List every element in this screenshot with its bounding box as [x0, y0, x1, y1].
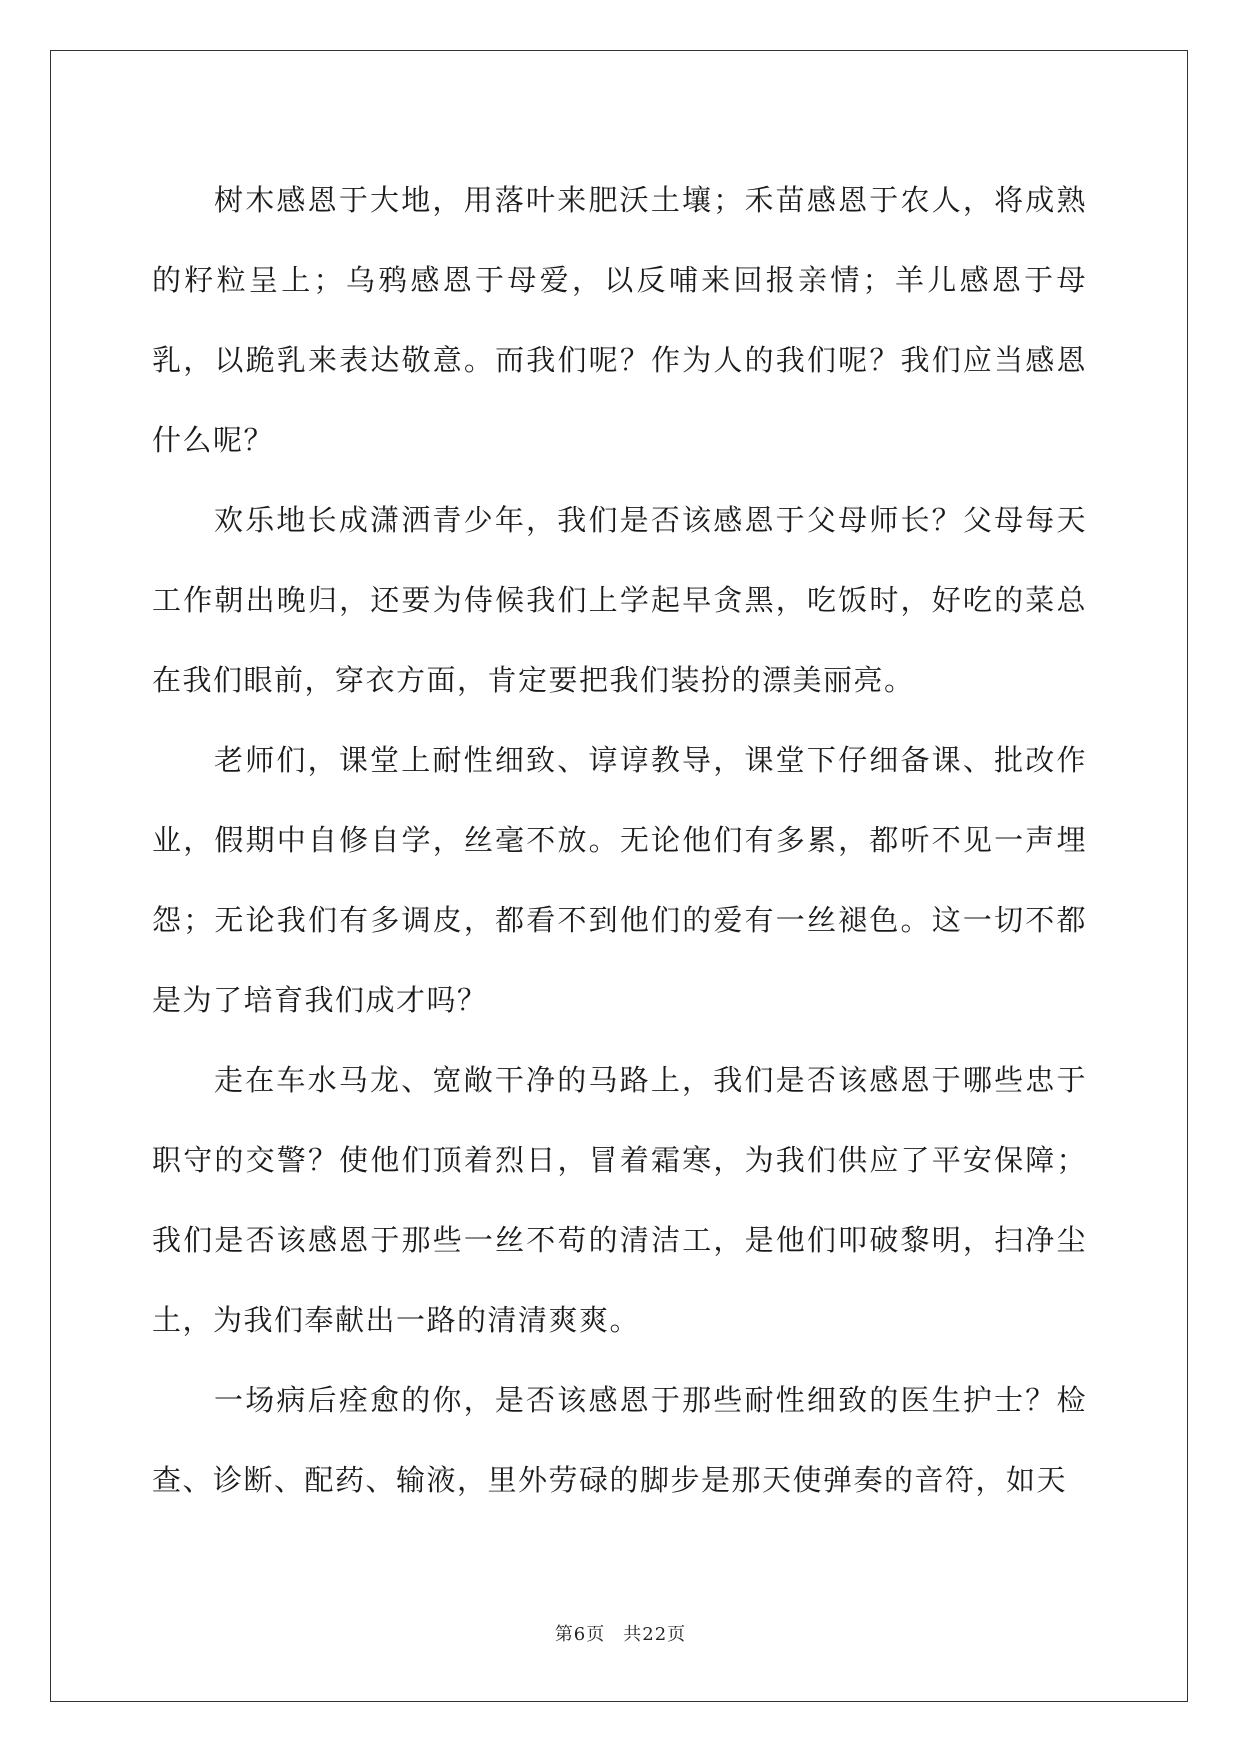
paragraph-1: 树木感恩于大地，用落叶来肥沃土壤；禾苗感恩于农人，将成熟的籽粒呈上；乌鸦感恩于母爱，以反哺来回报亲情；羊儿感恩于母乳，以跪乳来表达敬意。而我们呢？作为人的我们呢？我们应当感恩什么呢？ [152, 183, 1087, 457]
page-footer [0, 1620, 1241, 1646]
page-total: 共22页 [623, 1624, 687, 1645]
paragraph-5: 一场病后痊愈的你，是否该感恩于那些耐性细致的医生护士？检查、诊断、配药、输液，里外劳碌的脚步是那天使弹奏的音符，如天 [152, 1383, 1087, 1497]
paragraph-4: 走在车水马龙、宽敞干净的马路上，我们是否该感恩于哪些忠于职守的交警？使他们顶着烈日，冒着霜寒，为我们供应了平安保障；我们是否该感恩于那些一丝不苟的清洁工，是他们叩破黎明，扫净尘土，为我们奉献出一路的清清爽爽。 [152, 1063, 1087, 1337]
document-body [152, 160, 1087, 1520]
paragraph-3: 老师们，课堂上耐性细致、谆谆教导，课堂下仔细备课、批改作业，假期中自修自学，丝毫不放。无论他们有多累，都听不见一声埋怨；无论我们有多调皮，都看不到他们的爱有一丝褪色。这一切不都是为了培育我们成才吗？ [152, 743, 1087, 1017]
page-number: 第6页 [554, 1624, 606, 1645]
paragraph-2: 欢乐地长成潇洒青少年，我们是否该感恩于父母师长？父母每天工作朝出晚归，还要为侍候我们上学起早贪黑，吃饭时，好吃的菜总在我们眼前，穿衣方面，肯定要把我们装扮的漂美丽亮。 [152, 503, 1087, 697]
